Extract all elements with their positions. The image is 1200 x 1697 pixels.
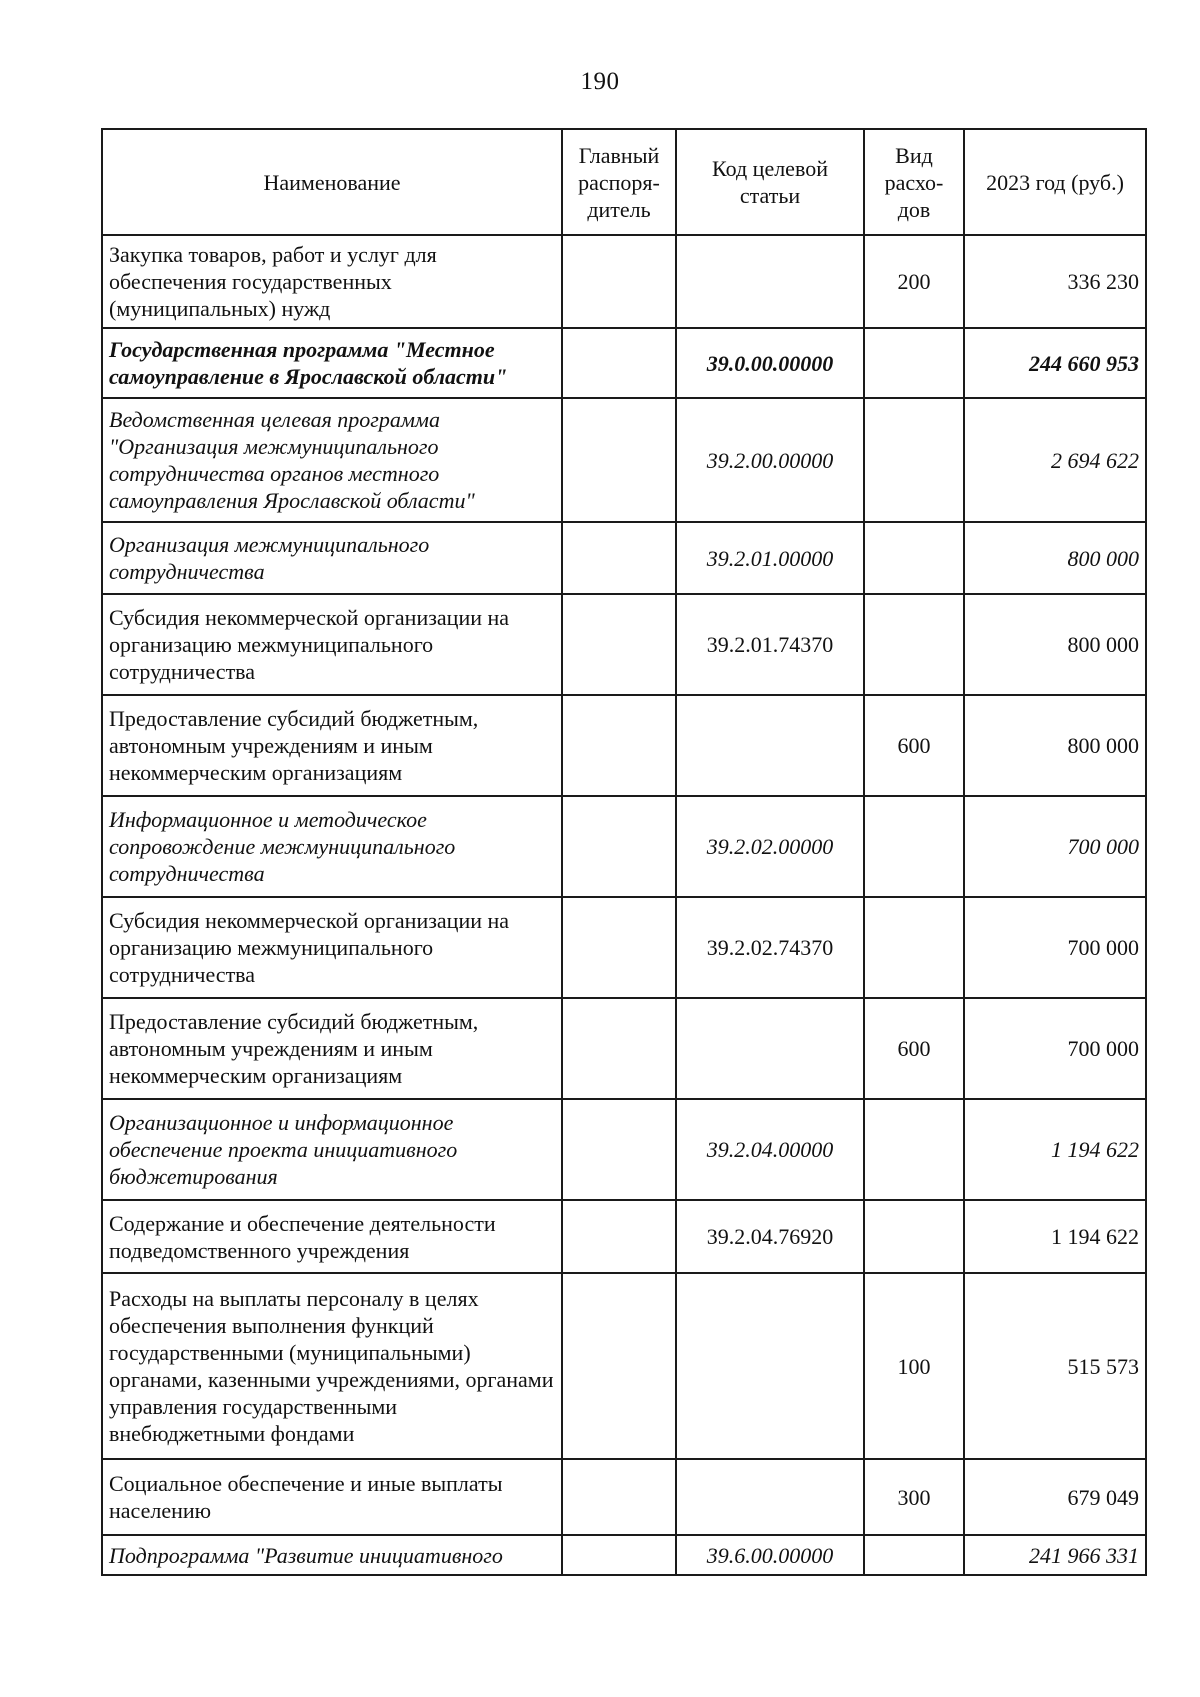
row-admin <box>562 594 676 695</box>
row-name: Государственная программа "Местное самоуправление в Ярославской области" <box>102 328 562 398</box>
table-row <box>102 398 1146 522</box>
row-sum: 1 194 622 <box>964 1099 1146 1200</box>
table-row <box>102 1099 1146 1200</box>
row-type: 600 <box>864 998 964 1099</box>
row-name: Подпрограмма "Развитие инициативного <box>102 1535 562 1575</box>
row-admin <box>562 1099 676 1200</box>
row-code <box>676 1459 864 1535</box>
header-type: Вид расхо-дов <box>864 129 964 235</box>
row-name: Ведомственная целевая программа "Организация межмуниципального сотрудничества органов местного самоуправления Ярославской области" <box>102 398 562 522</box>
row-name: Информационное и методическое сопровождение межмуниципального сотрудничества <box>102 796 562 897</box>
row-admin <box>562 235 676 328</box>
row-sum: 2 694 622 <box>964 398 1146 522</box>
row-admin <box>562 398 676 522</box>
table-row <box>102 522 1146 594</box>
row-sum: 244 660 953 <box>964 328 1146 398</box>
row-type: 200 <box>864 235 964 328</box>
header-name: Наименование <box>102 129 562 235</box>
row-type <box>864 328 964 398</box>
row-sum: 1 194 622 <box>964 1200 1146 1273</box>
table-row <box>102 1459 1146 1535</box>
row-type <box>864 1099 964 1200</box>
row-name: Закупка товаров, работ и услуг для обеспечения государственных (муниципальных) нужд <box>102 235 562 328</box>
budget-table <box>101 128 1147 1576</box>
table-row <box>102 796 1146 897</box>
table-row <box>102 1200 1146 1273</box>
header-admin: Главный распоря-дитель <box>562 129 676 235</box>
row-admin <box>562 796 676 897</box>
row-sum: 241 966 331 <box>964 1535 1146 1575</box>
table-row <box>102 594 1146 695</box>
row-type: 600 <box>864 695 964 796</box>
row-admin <box>562 1535 676 1575</box>
row-code: 39.2.02.74370 <box>676 897 864 998</box>
row-name: Организационное и информационное обеспечение проекта инициативного бюджетирования <box>102 1099 562 1200</box>
row-name: Содержание и обеспечение деятельности подведомственного учреждения <box>102 1200 562 1273</box>
table-row <box>102 695 1146 796</box>
row-code: 39.2.02.00000 <box>676 796 864 897</box>
row-sum: 700 000 <box>964 998 1146 1099</box>
row-code: 39.2.00.00000 <box>676 398 864 522</box>
row-name: Социальное обеспечение и иные выплаты населению <box>102 1459 562 1535</box>
row-code: 39.2.01.00000 <box>676 522 864 594</box>
row-name: Расходы на выплаты персоналу в целях обеспечения выполнения функций государственными (муниципальными) органами, казенными учреждениями, органами управления государственными внебюджетными фондами <box>102 1273 562 1459</box>
row-name: Субсидия некоммерческой организации на организацию межмуниципального сотрудничества <box>102 594 562 695</box>
row-code: 39.6.00.00000 <box>676 1535 864 1575</box>
table-row <box>102 328 1146 398</box>
row-code: 39.2.04.00000 <box>676 1099 864 1200</box>
row-type: 300 <box>864 1459 964 1535</box>
row-code <box>676 998 864 1099</box>
row-code <box>676 695 864 796</box>
row-sum: 800 000 <box>964 695 1146 796</box>
row-sum: 800 000 <box>964 594 1146 695</box>
row-admin <box>562 522 676 594</box>
page-number: 190 <box>580 68 620 95</box>
row-admin <box>562 1459 676 1535</box>
row-admin <box>562 695 676 796</box>
row-admin <box>562 897 676 998</box>
header-code: Код целевой статьи <box>676 129 864 235</box>
row-type <box>864 594 964 695</box>
row-name: Субсидия некоммерческой организации на организацию межмуниципального сотрудничества <box>102 897 562 998</box>
row-code <box>676 235 864 328</box>
row-type <box>864 522 964 594</box>
row-name: Организация межмуниципального сотрудничества <box>102 522 562 594</box>
header-sum: 2023 год (руб.) <box>964 129 1146 235</box>
row-type <box>864 1535 964 1575</box>
row-type <box>864 796 964 897</box>
row-admin <box>562 998 676 1099</box>
header-row <box>102 129 1146 235</box>
row-sum: 515 573 <box>964 1273 1146 1459</box>
row-sum: 700 000 <box>964 796 1146 897</box>
row-type <box>864 1200 964 1273</box>
row-admin <box>562 1200 676 1273</box>
table-row <box>102 235 1146 328</box>
row-name: Предоставление субсидий бюджетным, автономным учреждениям и иным некоммерческим организациям <box>102 695 562 796</box>
row-type <box>864 897 964 998</box>
row-admin <box>562 1273 676 1459</box>
row-code: 39.2.04.76920 <box>676 1200 864 1273</box>
row-code <box>676 1273 864 1459</box>
table-row <box>102 1535 1146 1575</box>
row-sum: 700 000 <box>964 897 1146 998</box>
table-header <box>102 129 1146 235</box>
row-name: Предоставление субсидий бюджетным, автономным учреждениям и иным некоммерческим организациям <box>102 998 562 1099</box>
row-code: 39.2.01.74370 <box>676 594 864 695</box>
table-body <box>102 235 1146 1575</box>
row-type: 100 <box>864 1273 964 1459</box>
row-admin <box>562 328 676 398</box>
row-type <box>864 398 964 522</box>
table-row <box>102 1273 1146 1459</box>
row-sum: 336 230 <box>964 235 1146 328</box>
table-row <box>102 897 1146 998</box>
row-sum: 679 049 <box>964 1459 1146 1535</box>
row-code: 39.0.00.00000 <box>676 328 864 398</box>
table-row <box>102 998 1146 1099</box>
row-sum: 800 000 <box>964 522 1146 594</box>
